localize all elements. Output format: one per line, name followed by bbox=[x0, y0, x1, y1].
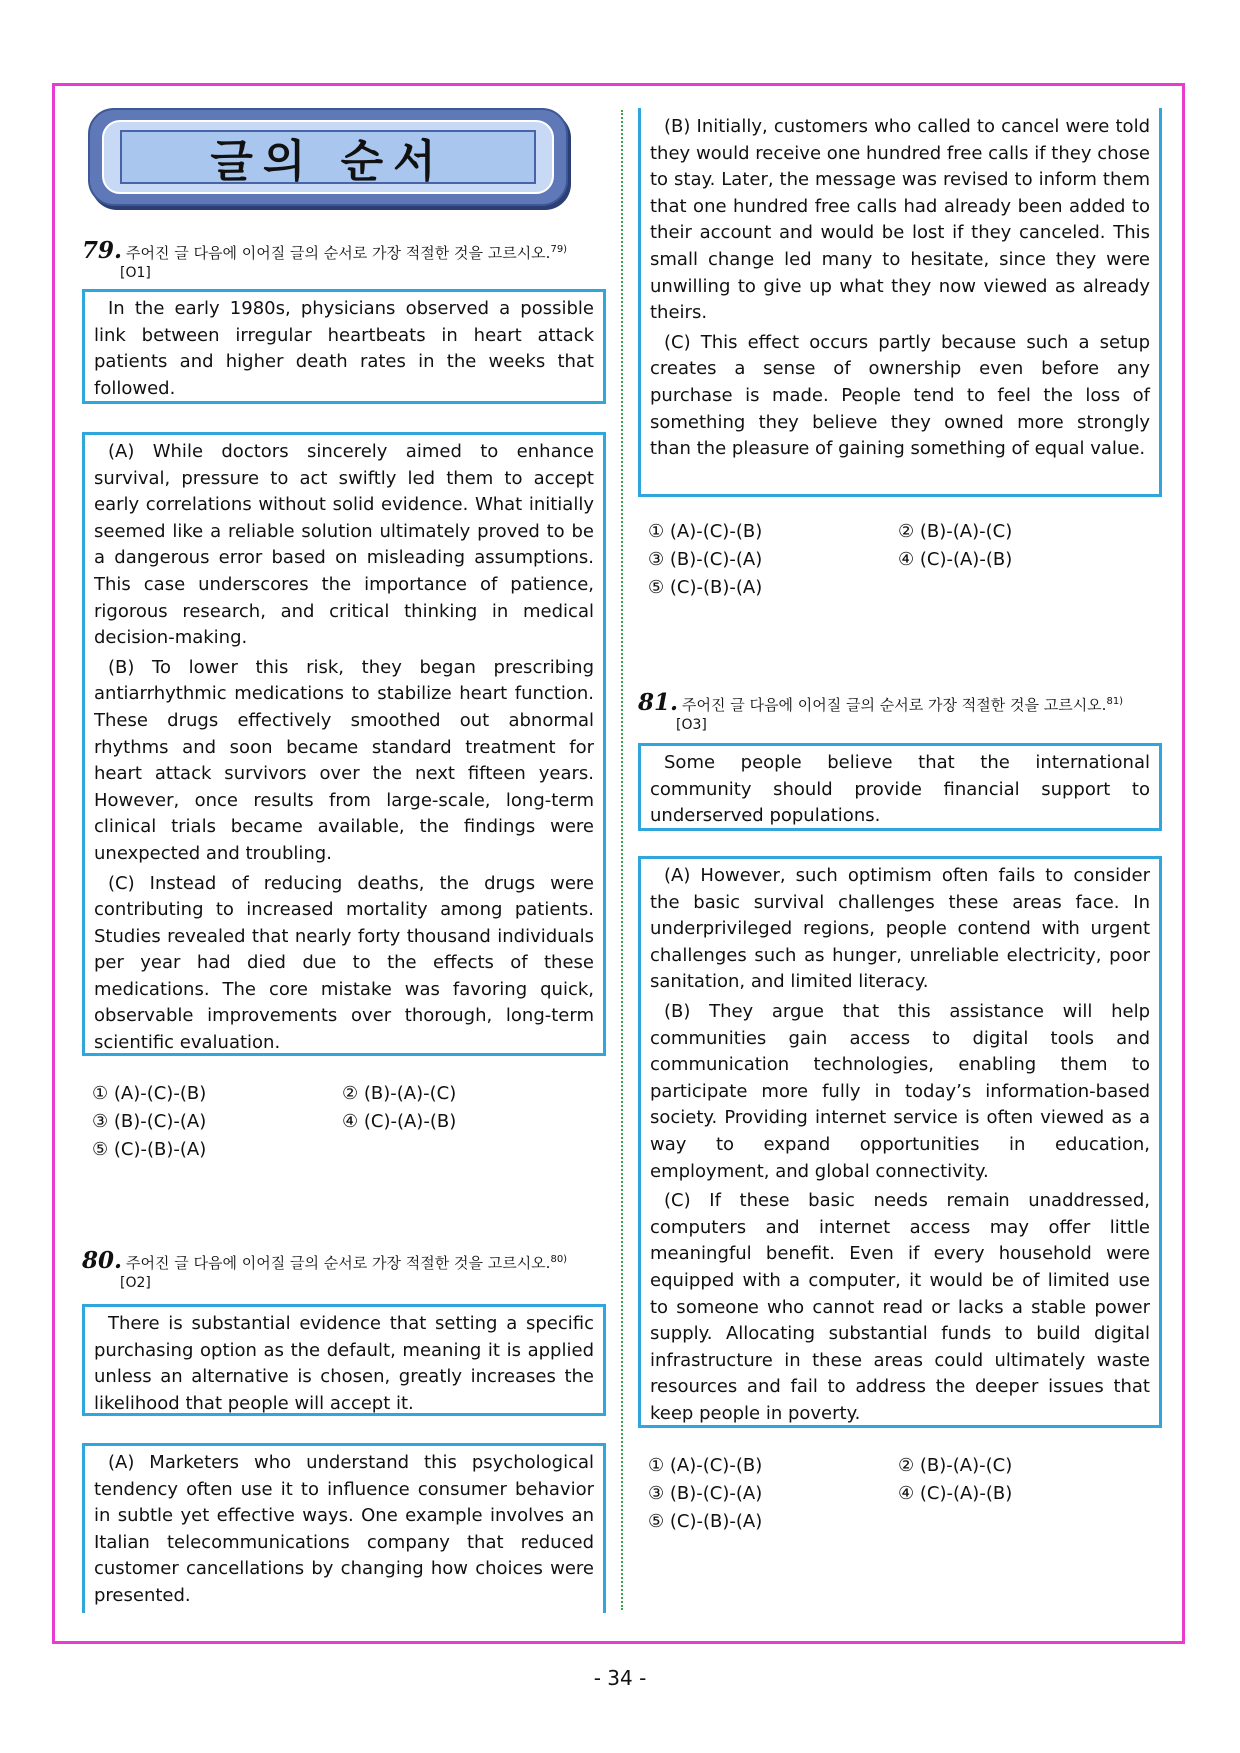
page-number: - 34 - bbox=[593, 1666, 647, 1690]
paragraph-b: (B) Initially, customers who called to cancel were told they would receive one hundred free calls if they chose to stay. Later, the message was revised to inform them that one hundred free calls had already been added to their account and would be lost if they canceled. This small change led many to hesitate, since they were unwilling to give up what they now viewed as already theirs. bbox=[650, 116, 1150, 324]
question-79-given-box bbox=[82, 289, 606, 404]
question-80-passage-box-part1 bbox=[82, 1443, 606, 1613]
question-instruction: 주어진 글 다음에 이어질 글의 순서로 가장 적절한 것을 고르시오. bbox=[126, 244, 551, 262]
question-81-header bbox=[638, 689, 1162, 735]
choice-1[interactable]: ① (A)-(C)-(B) bbox=[648, 1455, 763, 1476]
question-tag: [O2] bbox=[120, 1275, 151, 1291]
choice-5[interactable]: ⑤ (C)-(B)-(A) bbox=[648, 1511, 763, 1532]
question-instruction: 주어진 글 다음에 이어질 글의 순서로 가장 적절한 것을 고르시오. bbox=[682, 696, 1107, 714]
question-79-header bbox=[82, 237, 606, 283]
choice-4[interactable]: ④ (C)-(A)-(B) bbox=[342, 1111, 457, 1132]
choice-5[interactable]: ⑤ (C)-(B)-(A) bbox=[92, 1139, 207, 1160]
choice-3[interactable]: ③ (B)-(C)-(A) bbox=[92, 1111, 207, 1132]
footnote-marker: 81) bbox=[1106, 696, 1124, 707]
paragraph-a: (A) However, such optimism often fails to consider the basic survival challenges these areas face. In underprivileged regions, people contend with urgent challenges such as hunger, unreliable electricity, poor sanitation, and limited literacy. bbox=[650, 865, 1150, 993]
question-tag: [O3] bbox=[676, 717, 707, 733]
question-instruction: 주어진 글 다음에 이어질 글의 순서로 가장 적절한 것을 고르시오. bbox=[126, 1254, 551, 1272]
section-title-banner-inner bbox=[102, 120, 554, 194]
column-divider bbox=[621, 110, 623, 1610]
question-80-header bbox=[82, 1247, 606, 1293]
given-text: There is substantial evidence that setting a specific purchasing option as the default, meaning it is applied unless an alternative is chosen, greatly increases the likelihood that people will accept it. bbox=[94, 1313, 594, 1414]
footnote-marker: 79) bbox=[550, 244, 568, 255]
question-number: 80. bbox=[82, 1247, 123, 1274]
choice-3[interactable]: ③ (B)-(C)-(A) bbox=[648, 549, 763, 570]
given-text: Some people believe that the international community should provide financial support to underserved populations. bbox=[650, 752, 1150, 827]
paragraph-b: (B) They argue that this assistance will help communities gain access to digital tools and communication technologies, enabling them to participate more fully in today’s information-based society. Providing internet service is often viewed as a way to expand opportunities in education, employment, and global connectivity. bbox=[650, 1000, 1150, 1182]
question-tag: [O1] bbox=[120, 265, 151, 281]
given-text: In the early 1980s, physicians observed a possible link between irregular heartbeats in heart attack patients and higher death rates in the weeks that followed. bbox=[94, 298, 594, 399]
paragraph-c: (C) This effect occurs partly because such a setup creates a sense of ownership even before any purchase is made. People tend to feel the loss of something they believe they owned more strongly than the pleasure of gaining something of equal value. bbox=[650, 331, 1150, 460]
question-79-passage-box bbox=[82, 432, 606, 1056]
section-title-banner bbox=[88, 108, 568, 206]
choice-5[interactable]: ⑤ (C)-(B)-(A) bbox=[648, 577, 763, 598]
question-79-choices bbox=[92, 1080, 592, 1164]
paragraph-a: (A) While doctors sincerely aimed to enhance survival, pressure to act swiftly led them to accept early correlations without solid evidence. What initially seemed like a reliable solution ultimately proved to be a dangerous error based on misleading assumptions. This case underscores the importance of patience, rigorous research, and critical thinking in medical decision-making. bbox=[94, 441, 594, 649]
choice-3[interactable]: ③ (B)-(C)-(A) bbox=[648, 1483, 763, 1504]
choice-2[interactable]: ② (B)-(A)-(C) bbox=[342, 1083, 457, 1104]
choice-2[interactable]: ② (B)-(A)-(C) bbox=[898, 521, 1013, 542]
choice-2[interactable]: ② (B)-(A)-(C) bbox=[898, 1455, 1013, 1476]
paragraph-b: (B) To lower this risk, they began prescribing antiarrhythmic medications to stabilize heart function. These drugs effectively smoothed out abnormal rhythms and soon became standard treatment for heart attack survivors over the next fifteen years. However, once results from large-scale, long-term clinical trials became available, the findings were unexpected and troubling. bbox=[94, 656, 594, 864]
question-80-passage-box-part2 bbox=[638, 108, 1162, 497]
question-number: 81. bbox=[638, 689, 679, 716]
question-80-given-box bbox=[82, 1304, 606, 1416]
question-number: 79. bbox=[82, 237, 123, 264]
paragraph-c: (C) If these basic needs remain unaddressed, computers and internet access may offer little meaningful benefit. Even if every household were equipped with a computer, it would be of limited use to someone who cannot read or lacks a stable power supply. Allocating substantial funds to build digital infrastructure in these areas could ultimately waste resources and fail to address the deeper issues that keep people in poverty. bbox=[650, 1190, 1150, 1424]
question-80-choices bbox=[648, 518, 1148, 602]
question-81-given-box bbox=[638, 743, 1162, 831]
paragraph-a: (A) Marketers who understand this psychological tendency often use it to influence consumer behavior in subtle yet effective ways. One example involves an Italian telecommunications company that reduced customer cancellations by changing how choices were presented. bbox=[94, 1452, 594, 1606]
choice-1[interactable]: ① (A)-(C)-(B) bbox=[92, 1083, 207, 1104]
choice-1[interactable]: ① (A)-(C)-(B) bbox=[648, 521, 763, 542]
choice-4[interactable]: ④ (C)-(A)-(B) bbox=[898, 549, 1013, 570]
section-title: 글의 순서 bbox=[120, 130, 536, 184]
paragraph-c: (C) Instead of reducing deaths, the drugs were contributing to increased mortality among patients. Studies revealed that nearly forty thousand individuals per year had died due to the effects of these medications. The core mistake was favoring quick, observable improvements over thorough, long-term scientific evaluation. bbox=[94, 872, 594, 1054]
question-81-choices bbox=[648, 1452, 1148, 1536]
footnote-marker: 80) bbox=[550, 1254, 568, 1265]
question-81-passage-box bbox=[638, 856, 1162, 1428]
choice-4[interactable]: ④ (C)-(A)-(B) bbox=[898, 1483, 1013, 1504]
